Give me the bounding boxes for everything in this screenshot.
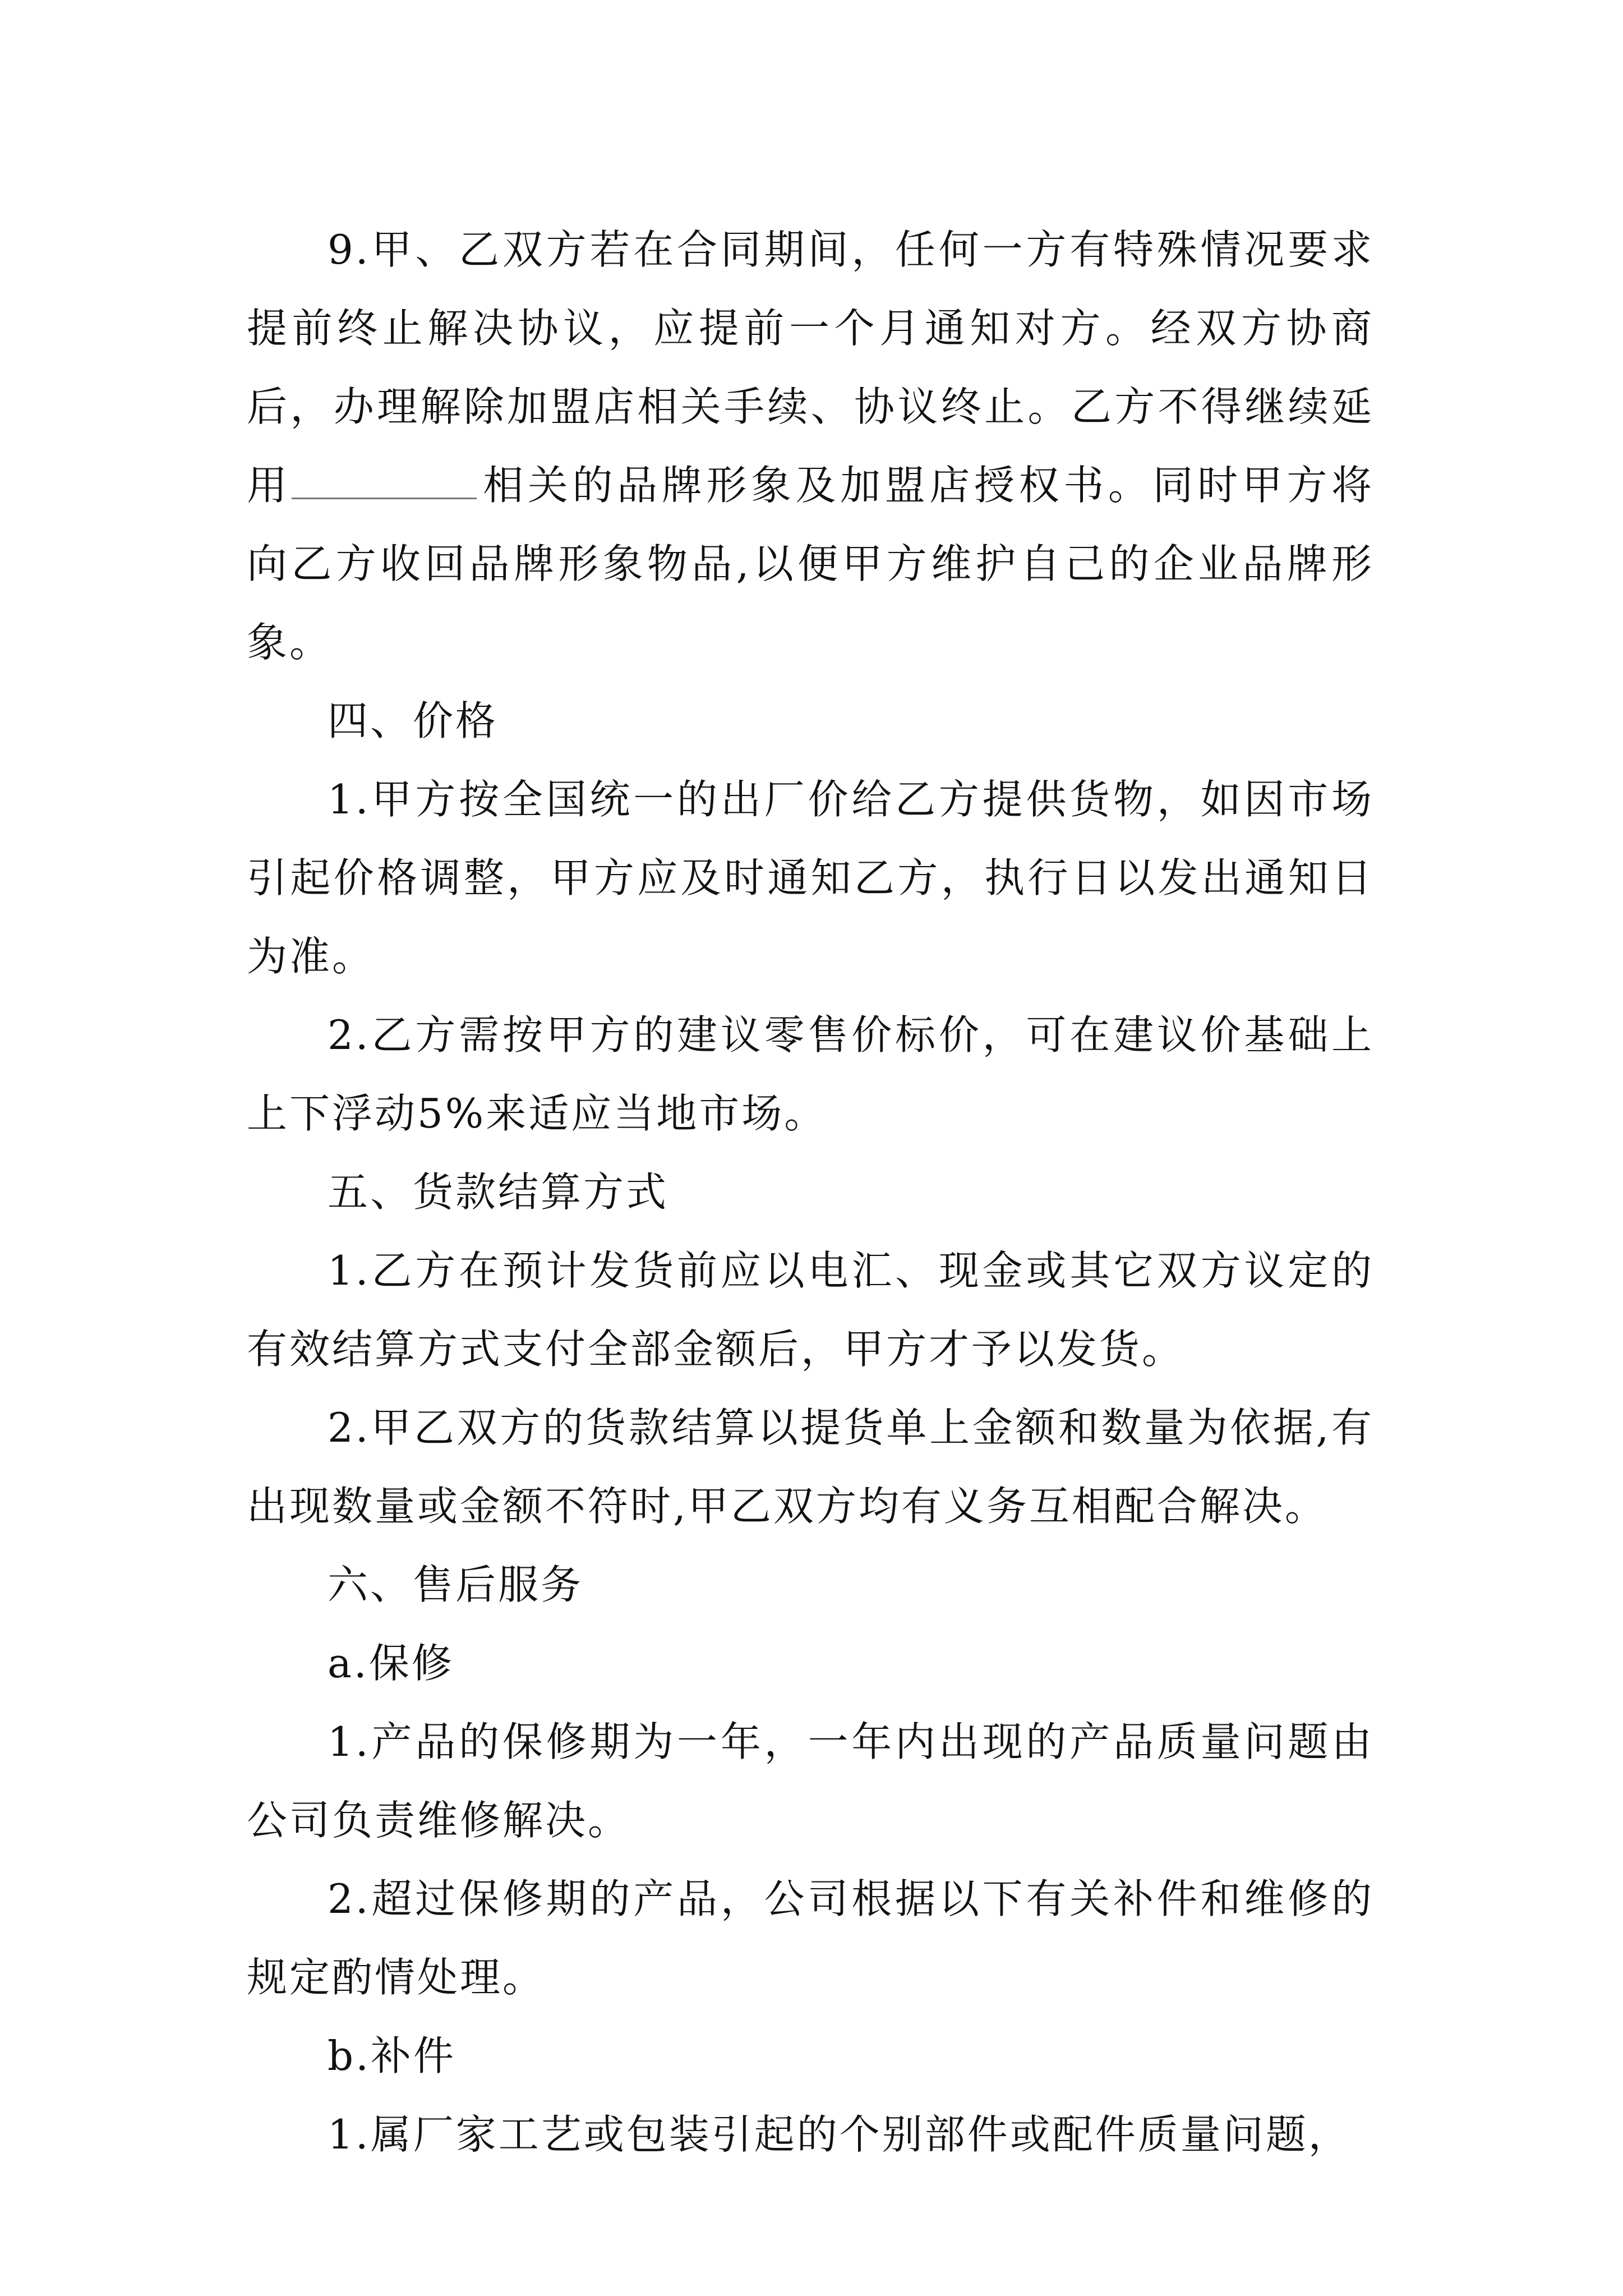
clause-9-text-part1: 9.甲、乙双方若在合同期间，任何一方有特殊情况要求提前终止解决协议，应提前一个月通知对方。经双方协商后，办理解除加盟店相关手续、协议终止。乙方不得继续延用 bbox=[247, 226, 1374, 509]
settlement-clause-1: 1.乙方在预计发货前应以电汇、现金或其它双方议定的有效结算方式支付全部金额后，甲方才予以发货。 bbox=[247, 1247, 1374, 1373]
section-heading-price: 四、价格 bbox=[328, 697, 499, 744]
price-clause-1: 1.甲方按全国统一的出厂价给乙方提供货物，如因市场引起价格调整，甲方应及时通知乙方，执行日以发出通知日为准。 bbox=[247, 776, 1374, 980]
document-body bbox=[247, 210, 1374, 2174]
settlement-clause-2: 2.甲乙双方的货款结算以提货单上金额和数量为依据,有出现数量或金额不符时,甲乙双方均有义务互相配合解决。 bbox=[247, 1404, 1374, 1530]
clause-9-text-part2: 相关的品牌形象及加盟店授权书。同时甲方将向乙方收回品牌形象物品,以便甲方维护自己的企业品牌形象。 bbox=[247, 462, 1374, 666]
section-heading-settlement: 五、货款结算方式 bbox=[328, 1168, 669, 1216]
section-heading-after-sales: 六、售后服务 bbox=[328, 1561, 584, 1608]
clause-9-termination bbox=[247, 210, 1374, 682]
price-clause-2: 2.乙方需按甲方的建议零售价标价，可在建议价基础上上下浮动5%来适应当地市场。 bbox=[247, 1011, 1374, 1137]
warranty-clause-1: 1.产品的保修期为一年，一年内出现的产品质量问题由公司负责维修解决。 bbox=[247, 1718, 1374, 1844]
warranty-clause-2: 2.超过保修期的产品，公司根据以下有关补件和维修的规定酌情处理。 bbox=[247, 1875, 1374, 2001]
parts-clause-1: 1.属厂家工艺或包装引起的个别部件或配件质量问题， bbox=[328, 2111, 1351, 2158]
brand-name-blank bbox=[292, 458, 477, 499]
subheading-parts: b.补件 bbox=[328, 2032, 456, 2079]
subheading-warranty: a.保修 bbox=[328, 1640, 454, 1687]
